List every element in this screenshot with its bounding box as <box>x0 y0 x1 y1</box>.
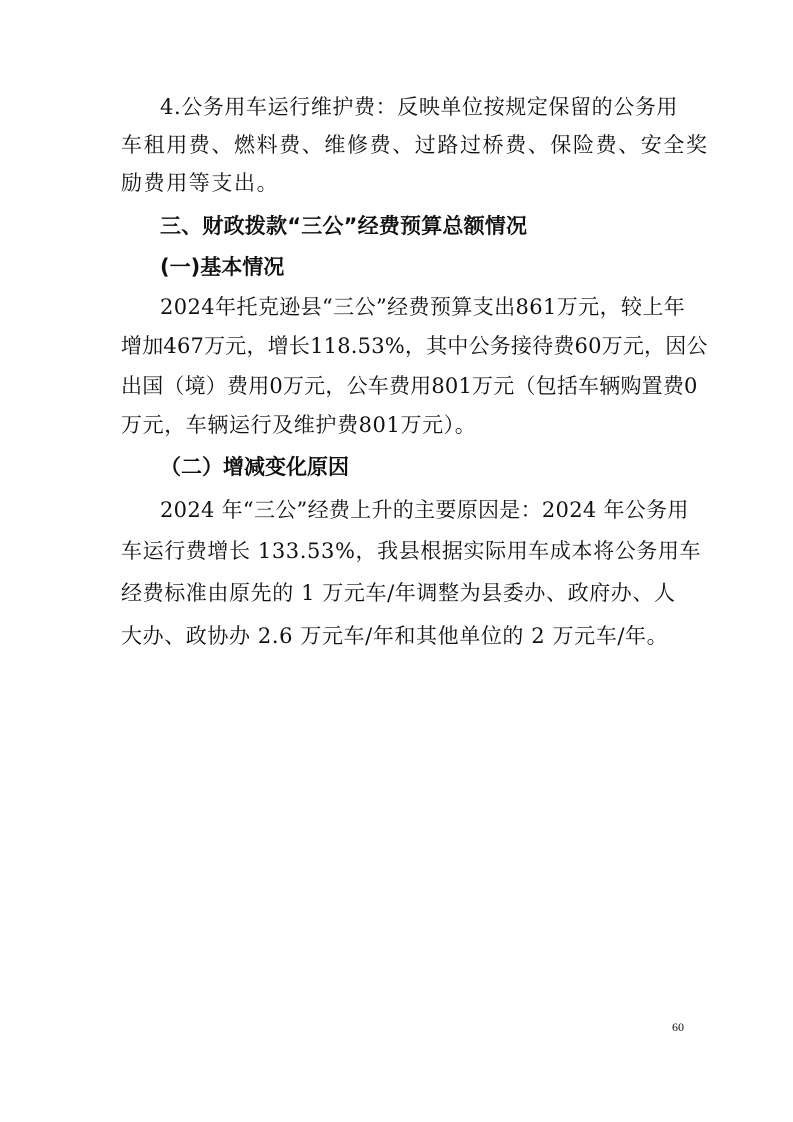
sub2-line-3: 经费标准由原先的 1 万元车/年调整为县委办、政府办、人 <box>121 581 676 605</box>
sub1-line-1: 2024年托克逊县“三公”经费预算支出861万元，较上年 <box>160 295 686 319</box>
item4-line-3: 励费用等支出。 <box>121 171 280 195</box>
item4-line-1: 4.公务用车运行维护费：反映单位按规定保留的公务用 <box>160 95 679 119</box>
item4-line-2: 车租用费、燃料费、维修费、过路过桥费、保险费、安全奖 <box>121 133 709 157</box>
sub1-line-4: 万元，车辆运行及维护费801万元）。 <box>121 413 477 437</box>
page-number: 60 <box>672 1020 684 1034</box>
subsection-1-title: (一)基本情况 <box>160 255 285 279</box>
sub1-line-3: 出国（境）费用0万元，公车费用801万元（包括车辆购置费0 <box>121 374 698 398</box>
sub2-line-4: 大办、政协办 2.6 万元车/年和其他单位的 2 万元车/年。 <box>121 624 669 648</box>
section-3-title: 三、财政拨款“三公”经费预算总额情况 <box>160 214 528 238</box>
subsection-2-title: （二）增减变化原因 <box>160 455 349 479</box>
sub2-line-2: 车运行费增长 133.53%，我县根据实际用车成本将公务用车 <box>121 539 702 563</box>
sub1-line-2: 增加467万元，增长118.53%，其中公务接待费60万元，因公 <box>121 334 708 358</box>
sub2-line-1: 2024 年“三公”经费上升的主要原因是：2024 年公务用 <box>160 498 689 522</box>
